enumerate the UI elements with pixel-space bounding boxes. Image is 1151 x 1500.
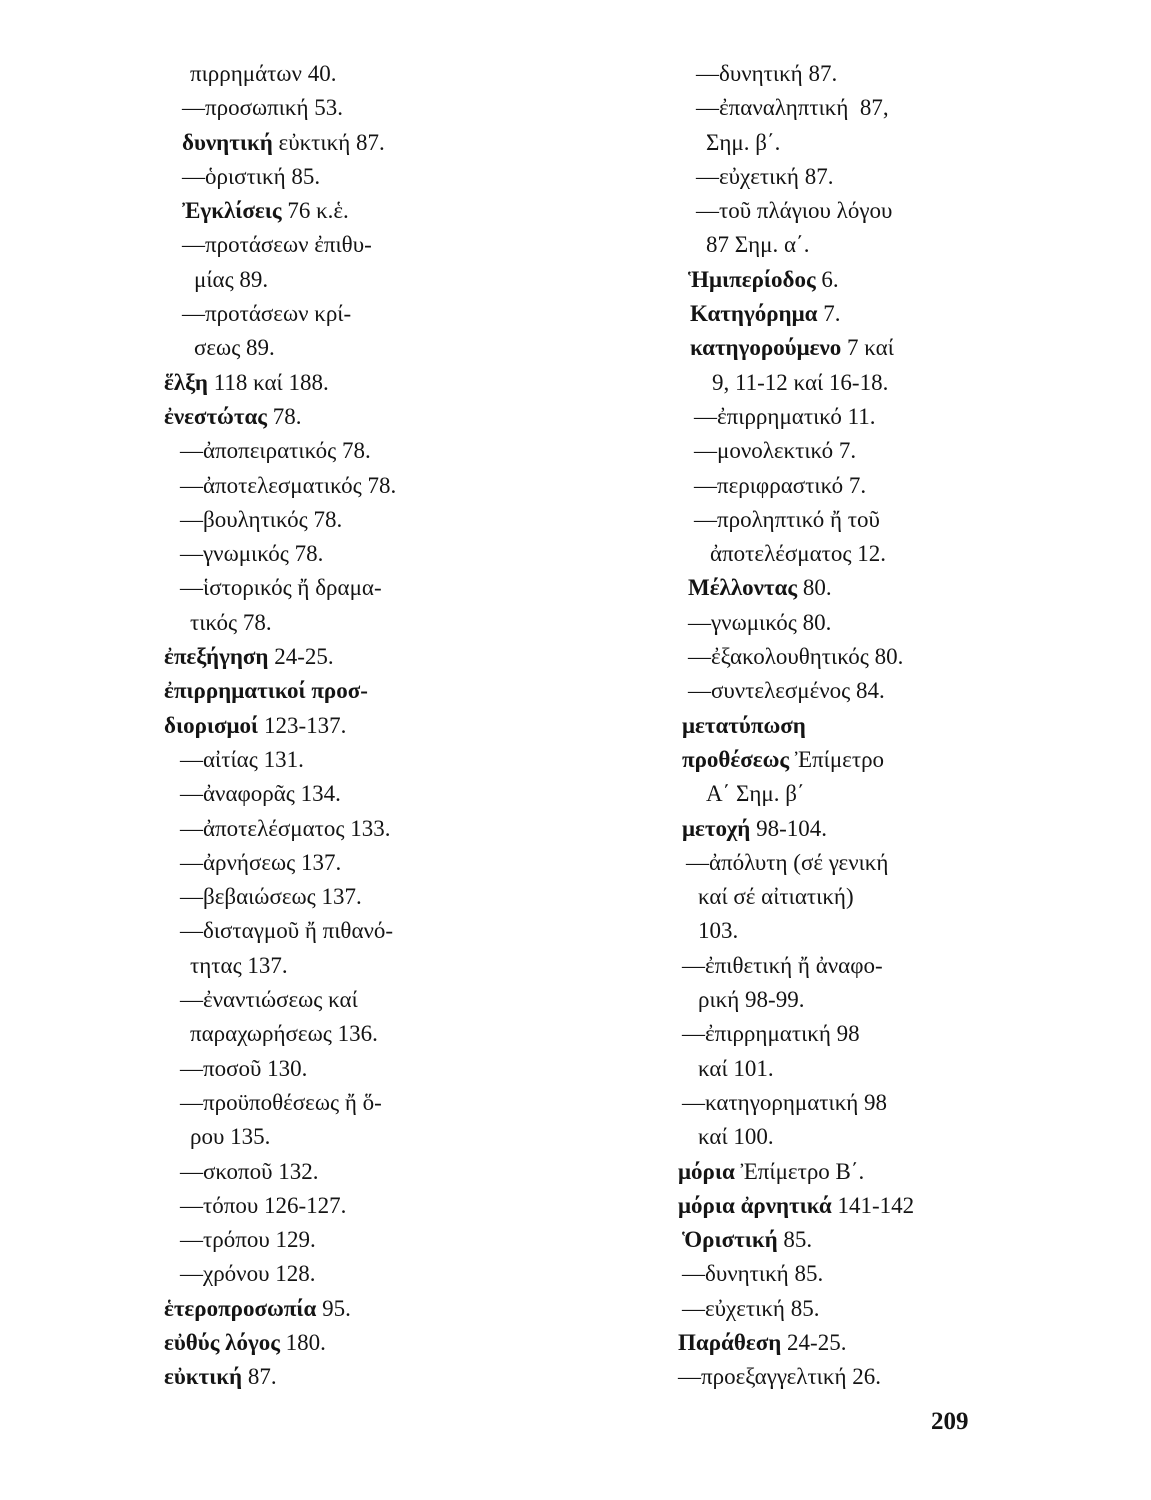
index-locator: —ὁριστική 85. bbox=[182, 163, 321, 189]
index-entry bbox=[678, 366, 978, 400]
index-entry bbox=[160, 57, 460, 91]
index-entry bbox=[678, 606, 978, 640]
index-entry bbox=[678, 777, 978, 811]
index-locator: —χρόνου 128. bbox=[180, 1261, 316, 1287]
index-headword: Παράθεση bbox=[678, 1329, 782, 1355]
index-entry bbox=[678, 846, 978, 880]
index-locator: —τόπου 126-127. bbox=[180, 1192, 347, 1218]
index-entry bbox=[678, 1292, 978, 1326]
index-headword: εὐθύς λόγος bbox=[164, 1329, 280, 1355]
index-entry bbox=[678, 537, 978, 571]
index-locator: τητας 137. bbox=[190, 952, 288, 978]
index-entry bbox=[678, 194, 978, 228]
index-entry bbox=[160, 194, 460, 228]
index-entry bbox=[160, 400, 460, 434]
index-entry bbox=[160, 434, 460, 468]
index-locator: Σημ. β΄. bbox=[706, 129, 781, 155]
index-entry bbox=[678, 469, 978, 503]
index-locator: —ἀποτελεσματικός 78. bbox=[180, 472, 397, 498]
index-locator: 180. bbox=[279, 1329, 326, 1355]
index-entry bbox=[160, 331, 460, 365]
index-locator: —τοῦ πλάγιου λόγου bbox=[696, 198, 893, 224]
index-locator: —ἀποτελέσματος 133. bbox=[180, 815, 391, 841]
index-locator: 87 Σημ. α΄. bbox=[706, 232, 810, 258]
index-entry bbox=[678, 434, 978, 468]
index-locator: 87. bbox=[242, 1364, 277, 1390]
index-locator: Ἐπίμετρο Β΄. bbox=[734, 1158, 865, 1184]
index-entry bbox=[678, 1120, 978, 1154]
index-locator: 24-25. bbox=[781, 1329, 847, 1355]
index-entry bbox=[160, 503, 460, 537]
index-entry bbox=[160, 674, 460, 708]
index-entry bbox=[160, 1017, 460, 1051]
index-locator: καί 100. bbox=[698, 1124, 774, 1150]
index-locator: —περιφραστικό 7. bbox=[694, 472, 867, 498]
index-entry bbox=[678, 400, 978, 434]
index-locator: 141-142 bbox=[831, 1192, 915, 1218]
page-number: 209 bbox=[931, 1408, 969, 1435]
index-headword: μετοχή bbox=[682, 815, 751, 841]
index-entry bbox=[678, 983, 978, 1017]
index-locator: —ἐπαναληπτική 87, bbox=[696, 95, 889, 121]
index-headword: μόρια bbox=[678, 1158, 735, 1184]
index-entry bbox=[678, 812, 978, 846]
index-entry bbox=[678, 1326, 978, 1360]
index-entry bbox=[678, 1017, 978, 1051]
index-entry bbox=[160, 1223, 460, 1257]
index-entry bbox=[678, 1360, 978, 1394]
index-entry bbox=[678, 1052, 978, 1086]
index-entry bbox=[678, 880, 978, 914]
index-locator: πιρρημάτων 40. bbox=[190, 61, 337, 86]
index-headword: ἑτεροπροσωπία bbox=[164, 1295, 317, 1321]
index-locator: —προτάσεων ἐπιθυ- bbox=[182, 232, 372, 258]
index-locator: —ἀρνήσεως 137. bbox=[180, 849, 342, 875]
index-entry bbox=[678, 1189, 978, 1223]
index-entry bbox=[678, 331, 978, 365]
index-locator: ρική 98-99. bbox=[698, 987, 805, 1013]
index-headword: μετατύπωση bbox=[682, 712, 806, 738]
index-locator: —προσωπική 53. bbox=[182, 95, 344, 121]
index-entry bbox=[160, 709, 460, 743]
index-entry bbox=[160, 1086, 460, 1120]
index-locator: —ἀποπειρατικός 78. bbox=[180, 438, 371, 464]
index-locator: σεως 89. bbox=[194, 335, 275, 361]
index-locator: 80. bbox=[797, 575, 832, 601]
index-entry bbox=[678, 1223, 978, 1257]
index-locator: 118 καί 188. bbox=[207, 369, 329, 395]
index-locator: —ἱστορικός ἤ δραμα- bbox=[180, 575, 382, 601]
index-locator: —κατηγορηματική 98 bbox=[682, 1089, 888, 1115]
index-headword: ἐπιρρηματικοί προσ- bbox=[164, 678, 368, 704]
index-locator: —τρόπου 129. bbox=[180, 1227, 316, 1253]
index-entry bbox=[678, 263, 978, 297]
index-locator: 78. bbox=[267, 403, 302, 429]
index-locator: Α΄ Σημ. β΄ bbox=[706, 781, 805, 807]
index-locator: —μονολεκτικό 7. bbox=[694, 438, 857, 464]
index-entry bbox=[678, 709, 978, 743]
index-locator: —συντελεσμένος 84. bbox=[688, 678, 885, 704]
index-entry bbox=[160, 537, 460, 571]
index-locator: —προτάσεων κρί- bbox=[182, 301, 352, 327]
index-entry bbox=[160, 1120, 460, 1154]
index-locator: —βεβαιώσεως 137. bbox=[180, 884, 362, 910]
index-locator: —ἀπόλυτη (σέ γενική bbox=[686, 849, 889, 875]
index-headword: Μέλλοντας bbox=[688, 575, 798, 601]
index-locator: —βουλητικός 78. bbox=[180, 506, 343, 532]
index-entry bbox=[678, 1086, 978, 1120]
index-locator: τικός 78. bbox=[190, 609, 272, 635]
index-entry bbox=[160, 606, 460, 640]
index-locator: ἀποτελέσματος 12. bbox=[710, 541, 887, 567]
index-headword: μόρια ἀρνητικά bbox=[678, 1192, 832, 1218]
index-headword: κατηγορούμενο bbox=[690, 335, 842, 361]
index-entry bbox=[160, 1326, 460, 1360]
index-headword: ἐπεξήγηση bbox=[164, 644, 269, 670]
index-locator: 123-137. bbox=[258, 712, 347, 738]
index-entry bbox=[160, 1155, 460, 1189]
index-locator: 95. bbox=[316, 1295, 351, 1321]
index-locator: μίας 89. bbox=[194, 266, 269, 292]
index-column-right bbox=[678, 57, 978, 1395]
index-entry bbox=[160, 743, 460, 777]
index-headword: ἐνεστώτας bbox=[164, 403, 267, 429]
index-locator: ρου 135. bbox=[190, 1124, 271, 1150]
index-entry bbox=[160, 846, 460, 880]
index-locator: —εὐχετική 87. bbox=[696, 163, 834, 189]
index-headword: προθέσεως bbox=[682, 746, 790, 772]
index-entry bbox=[678, 674, 978, 708]
index-locator: 98-104. bbox=[750, 815, 828, 841]
index-locator: —ἐξακολουθητικός 80. bbox=[688, 644, 904, 670]
index-entry bbox=[160, 777, 460, 811]
index-entry bbox=[160, 914, 460, 948]
index-entry bbox=[160, 1257, 460, 1291]
index-locator: —ποσοῦ 130. bbox=[180, 1055, 308, 1081]
index-headword: Ὁριστική bbox=[682, 1227, 778, 1253]
index-entry bbox=[678, 1257, 978, 1291]
index-entry bbox=[160, 297, 460, 331]
index-entry bbox=[160, 1052, 460, 1086]
index-locator: —ἀναφορᾶς 134. bbox=[180, 781, 341, 807]
index-entry bbox=[678, 949, 978, 983]
index-entry bbox=[160, 1189, 460, 1223]
index-locator: καί σέ αἰτιατική) bbox=[698, 884, 854, 910]
index-entry bbox=[160, 160, 460, 194]
index-locator: εὐκτική 87. bbox=[272, 129, 385, 155]
index-headword: ἕλξη bbox=[164, 369, 208, 395]
index-locator: —ἐπιρρηματική 98 bbox=[682, 1021, 860, 1047]
index-entry bbox=[160, 983, 460, 1017]
index-headword: Κατηγόρημα bbox=[690, 301, 818, 327]
index-entry bbox=[160, 812, 460, 846]
index-locator: 7. bbox=[817, 301, 841, 327]
index-entry bbox=[678, 571, 978, 605]
index-locator: —προεξαγγελτική 26. bbox=[678, 1364, 881, 1390]
index-entry bbox=[160, 880, 460, 914]
index-entry bbox=[678, 91, 978, 125]
index-locator: —γνωμικός 78. bbox=[180, 541, 324, 567]
index-locator: 6. bbox=[815, 266, 839, 292]
index-locator: παραχωρήσεως 136. bbox=[190, 1021, 378, 1047]
index-headword: εὐκτική bbox=[164, 1364, 243, 1390]
index-locator: 76 κ.ἑ. bbox=[281, 198, 349, 224]
index-locator: 24-25. bbox=[268, 644, 334, 670]
index-headword: δυνητική bbox=[182, 129, 273, 155]
index-locator: —εὐχετική 85. bbox=[682, 1295, 820, 1321]
index-entry bbox=[678, 160, 978, 194]
index-entry bbox=[678, 1155, 978, 1189]
index-locator: —σκοποῦ 132. bbox=[180, 1158, 319, 1184]
index-entry bbox=[160, 469, 460, 503]
index-entry bbox=[160, 1360, 460, 1394]
index-entry bbox=[160, 1292, 460, 1326]
index-locator: —ἐναντιώσεως καί bbox=[180, 987, 358, 1013]
index-locator: —δυνητική 87. bbox=[696, 61, 838, 86]
index-entry bbox=[160, 91, 460, 125]
index-locator: —ἐπιθετική ἤ ἀναφο- bbox=[682, 952, 883, 978]
index-entry bbox=[160, 571, 460, 605]
index-entry bbox=[678, 503, 978, 537]
index-locator: —δισταγμοῦ ἤ πιθανό- bbox=[180, 918, 394, 944]
index-locator: Ἐπίμετρο bbox=[789, 746, 885, 772]
index-locator: καί 101. bbox=[698, 1055, 774, 1081]
index-entry bbox=[678, 640, 978, 674]
index-locator: —αἰτίας 131. bbox=[180, 746, 304, 772]
index-locator: 9, 11-12 καί 16-18. bbox=[712, 369, 889, 395]
index-entry bbox=[160, 640, 460, 674]
index-locator: —προληπτικό ἤ τοῦ bbox=[694, 506, 880, 532]
index-entry bbox=[678, 297, 978, 331]
index-headword: Ἡμιπερίοδος bbox=[688, 266, 816, 292]
index-locator: —ἐπιρρηματικό 11. bbox=[694, 403, 876, 429]
index-locator: —γνωμικός 80. bbox=[688, 609, 832, 635]
index-locator: 7 καί bbox=[841, 335, 894, 361]
index-entry bbox=[678, 57, 978, 91]
index-column-left bbox=[160, 57, 460, 1395]
index-entry bbox=[678, 743, 978, 777]
index-locator: —προϋποθέσεως ἤ ὅ- bbox=[180, 1089, 382, 1115]
index-locator: —δυνητική 85. bbox=[682, 1261, 824, 1287]
index-entry bbox=[678, 228, 978, 262]
index-entry bbox=[160, 228, 460, 262]
index-locator: 85. bbox=[777, 1227, 813, 1253]
index-entry bbox=[678, 126, 978, 160]
index-entry bbox=[160, 949, 460, 983]
index-locator: 103. bbox=[698, 918, 739, 944]
index-headword: διορισμοί bbox=[164, 712, 259, 738]
index-entry bbox=[160, 366, 460, 400]
index-entry bbox=[678, 914, 978, 948]
index-entry bbox=[160, 126, 460, 160]
index-headword: Ἐγκλίσεις bbox=[182, 198, 282, 224]
index-entry bbox=[160, 263, 460, 297]
